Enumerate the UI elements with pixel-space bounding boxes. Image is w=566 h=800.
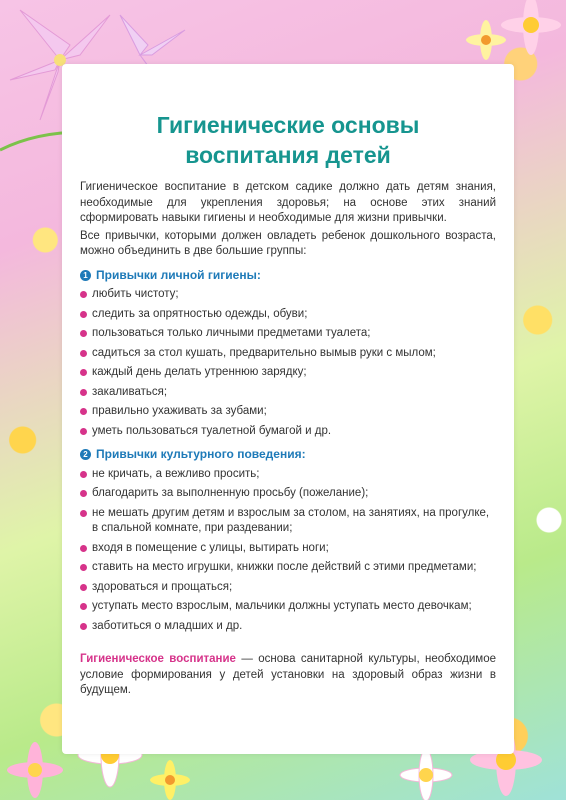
conclusion-accent: Гигиеническое воспитание bbox=[80, 653, 236, 665]
bullet-icon bbox=[80, 350, 87, 357]
section-2-number-badge: 2 bbox=[80, 449, 91, 460]
list-item: входя в помещение с улицы, вытирать ноги; bbox=[80, 541, 496, 557]
section-1-heading-text: Привычки личной гигиены: bbox=[96, 267, 261, 282]
list-item: не кричать, а вежливо просить; bbox=[80, 467, 496, 483]
list-item: закаливаться; bbox=[80, 385, 496, 401]
conclusion-paragraph bbox=[80, 652, 496, 699]
page-title-line-1: Гигиенические основы bbox=[156, 112, 420, 138]
intro-paragraph-2: Все привычки, которыми должен овладеть ребенок дошкольного возраста, можно объединить в две большие группы: bbox=[80, 229, 496, 257]
bullet-icon bbox=[80, 490, 87, 497]
list-item: следить за опрятностью одежды, обуви; bbox=[80, 307, 496, 323]
section-2-heading-text: Привычки культурного поведения: bbox=[96, 447, 306, 461]
section-1-heading bbox=[80, 268, 496, 284]
bullet-icon bbox=[80, 369, 87, 376]
bullet-icon bbox=[80, 564, 87, 571]
list-item: благодарить за выполненную просьбу (пожелание); bbox=[80, 486, 496, 502]
bullet-icon bbox=[80, 471, 87, 478]
section-1-list bbox=[80, 287, 496, 439]
page-title-line-2: воспитания детей bbox=[185, 142, 391, 168]
bullet-icon bbox=[80, 311, 87, 318]
bullet-icon bbox=[80, 408, 87, 415]
bullet-icon bbox=[80, 291, 87, 298]
list-item: уметь пользоваться туалетной бумагой и др. bbox=[80, 424, 496, 440]
list-item: каждый день делать утреннюю зарядку; bbox=[80, 365, 496, 381]
intro-paragraph-1: Гигиеническое воспитание в детском садике должно дать детям знания, необходимые для укрепления здоровья; на основе этих знаний сформировать навыки гигиены и необходимые для жизни привычки. bbox=[80, 181, 496, 224]
list-item: не мешать другим детям и взрослым за столом, на занятиях, на прогулке, в спальной комнате, при раздевании; bbox=[80, 506, 496, 537]
conclusion-text: — основа санитарной культуры, необходимое условие формирования у детей установки на здоровый образ жизни в будущем. bbox=[80, 653, 496, 696]
bullet-icon bbox=[80, 603, 87, 610]
section-1-number-badge: 1 bbox=[80, 270, 91, 281]
document-body bbox=[80, 180, 496, 710]
list-item: любить чистоту; bbox=[80, 287, 496, 303]
list-item: пользоваться только личными предметами туалета; bbox=[80, 326, 496, 342]
section-2-heading bbox=[80, 447, 496, 463]
list-item: уступать место взрослым, мальчики должны уступать место девочкам; bbox=[80, 599, 496, 615]
list-item: ставить на место игрушки, книжки после действий с этими предметами; bbox=[80, 560, 496, 576]
list-item: садиться за стол кушать, предварительно вымыв руки с мылом; bbox=[80, 346, 496, 362]
list-item: правильно ухаживать за зубами; bbox=[80, 404, 496, 420]
bullet-icon bbox=[80, 330, 87, 337]
page-title bbox=[62, 110, 514, 170]
list-item: здороваться и прощаться; bbox=[80, 580, 496, 596]
bullet-icon bbox=[80, 545, 87, 552]
bullet-icon bbox=[80, 623, 87, 630]
section-2-list bbox=[80, 467, 496, 635]
list-item: заботиться о младших и др. bbox=[80, 619, 496, 635]
bullet-icon bbox=[80, 584, 87, 591]
bullet-icon bbox=[80, 389, 87, 396]
bullet-icon bbox=[80, 510, 87, 517]
bullet-icon bbox=[80, 428, 87, 435]
